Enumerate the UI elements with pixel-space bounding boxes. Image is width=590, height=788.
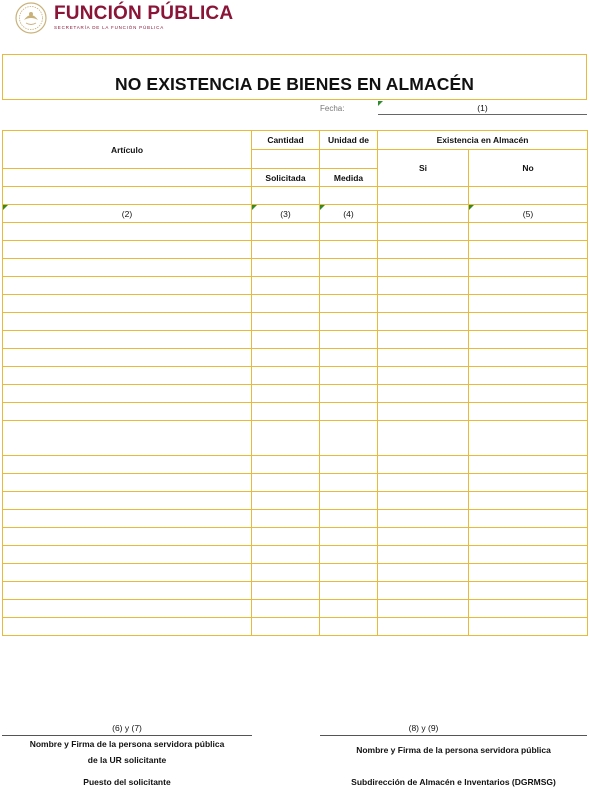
form-title-box <box>2 54 587 100</box>
cell-unidad[interactable] <box>320 385 378 403</box>
cell-cantidad[interactable] <box>252 510 320 528</box>
cell-cantidad[interactable] <box>252 385 320 403</box>
marker-cantidad-label: (3) <box>280 208 291 219</box>
cell-articulo[interactable] <box>3 223 252 241</box>
cell-no[interactable] <box>469 600 588 618</box>
header-articulo-label: Artículo <box>110 144 144 155</box>
cell-unidad[interactable] <box>320 510 378 528</box>
cell-articulo[interactable] <box>3 600 252 618</box>
cell-no[interactable] <box>469 474 588 492</box>
cell-unidad[interactable] <box>320 241 378 259</box>
left-signature-name-line2: de la UR solicitante <box>87 755 167 765</box>
table-row <box>3 582 588 600</box>
cell-no[interactable] <box>469 528 588 546</box>
cell-articulo[interactable] <box>3 241 252 259</box>
cell-cantidad[interactable] <box>252 349 320 367</box>
table-row <box>3 277 588 295</box>
marker-articulo[interactable] <box>3 205 252 223</box>
cell-articulo[interactable] <box>3 456 252 474</box>
cell-unidad[interactable] <box>320 618 378 636</box>
cell-unidad[interactable] <box>320 295 378 313</box>
table-row <box>3 349 588 367</box>
cell-articulo[interactable] <box>3 492 252 510</box>
table-row <box>3 241 588 259</box>
cell-articulo[interactable] <box>3 277 252 295</box>
cell-unidad[interactable] <box>320 223 378 241</box>
cell-articulo[interactable] <box>3 349 252 367</box>
cell-si[interactable] <box>378 474 469 492</box>
cell-si[interactable] <box>378 331 469 349</box>
cell-cantidad[interactable] <box>252 600 320 618</box>
cell-cantidad[interactable] <box>252 367 320 385</box>
cell-si[interactable] <box>378 295 469 313</box>
cell-cantidad[interactable] <box>252 277 320 295</box>
table-row <box>3 385 588 403</box>
header-si: Si <box>378 150 469 187</box>
cell-articulo[interactable] <box>3 421 252 456</box>
header-cantidad-line1: Cantidad <box>252 131 320 150</box>
cell-no[interactable] <box>469 367 588 385</box>
right-signature-line <box>320 735 587 736</box>
cell-unidad[interactable] <box>320 259 378 277</box>
cell-cantidad[interactable] <box>252 582 320 600</box>
cell-no[interactable] <box>469 546 588 564</box>
marker-no-label: (5) <box>522 208 534 219</box>
header-cantidad-line2: Solicitada <box>252 169 320 187</box>
cell-articulo[interactable] <box>3 510 252 528</box>
cell-articulo[interactable] <box>3 313 252 331</box>
item-rows <box>3 223 588 636</box>
cell-no[interactable] <box>469 456 588 474</box>
cell-articulo[interactable] <box>3 385 252 403</box>
cell-cantidad[interactable] <box>252 474 320 492</box>
items-table <box>2 130 588 636</box>
cell-si[interactable] <box>378 223 469 241</box>
cell-articulo[interactable] <box>3 618 252 636</box>
cell-unidad[interactable] <box>320 600 378 618</box>
cell-cantidad[interactable] <box>252 331 320 349</box>
marker-si[interactable] <box>378 205 469 223</box>
cell-si[interactable] <box>378 600 469 618</box>
cell-no[interactable] <box>469 564 588 582</box>
cell-si[interactable] <box>378 277 469 295</box>
header-unidad-line2: Medida <box>320 169 378 187</box>
cell-cantidad[interactable] <box>252 564 320 582</box>
cell-articulo[interactable] <box>3 546 252 564</box>
table-row <box>3 421 588 456</box>
table-row <box>3 528 588 546</box>
cell-no[interactable] <box>469 510 588 528</box>
header-unidad-line1: Unidad de <box>320 131 378 150</box>
cell-si[interactable] <box>378 546 469 564</box>
table-row <box>3 564 588 582</box>
spacer-cell <box>252 187 320 205</box>
cell-articulo[interactable] <box>3 403 252 421</box>
cell-no[interactable] <box>469 295 588 313</box>
header-no: No <box>469 150 588 187</box>
table-row <box>3 259 588 277</box>
right-signature-position: Subdirección de Almacén e Inventarios (DGRMSG) <box>351 777 556 787</box>
cell-unidad[interactable] <box>320 474 378 492</box>
left-signature-line <box>2 735 252 736</box>
header-cantidad-spacer <box>252 150 320 169</box>
cell-articulo[interactable] <box>3 528 252 546</box>
form-title: NO EXISTENCIA DE BIENES EN ALMACÉN <box>115 74 474 94</box>
cell-articulo[interactable] <box>3 582 252 600</box>
cell-articulo[interactable] <box>3 367 252 385</box>
cell-cantidad[interactable] <box>252 421 320 456</box>
cell-si[interactable] <box>378 564 469 582</box>
cell-si[interactable] <box>378 492 469 510</box>
cell-si[interactable] <box>378 456 469 474</box>
cell-unidad[interactable] <box>320 492 378 510</box>
cell-no[interactable] <box>469 421 588 456</box>
header-articulo-bottom <box>3 169 252 187</box>
cell-si[interactable] <box>378 618 469 636</box>
cell-cantidad[interactable] <box>252 492 320 510</box>
cell-si[interactable] <box>378 313 469 331</box>
spacer-cell <box>3 187 252 205</box>
national-seal-icon <box>14 2 48 34</box>
table-row <box>3 223 588 241</box>
table-row <box>3 403 588 421</box>
cell-no[interactable] <box>469 313 588 331</box>
cell-comment-marker <box>3 205 8 210</box>
cell-articulo[interactable] <box>3 331 252 349</box>
cell-cantidad[interactable] <box>252 546 320 564</box>
left-signature-name-line1: Nombre y Firma de la persona servidora pública <box>29 739 225 749</box>
cell-comment-marker <box>469 205 474 210</box>
cell-unidad[interactable] <box>320 403 378 421</box>
cell-no[interactable] <box>469 492 588 510</box>
table-row <box>3 367 588 385</box>
cell-cantidad[interactable] <box>252 223 320 241</box>
brand-name: FUNCIÓN PÚBLICA <box>54 3 234 24</box>
cell-si[interactable] <box>378 259 469 277</box>
cell-cantidad[interactable] <box>252 618 320 636</box>
cell-unidad[interactable] <box>320 421 378 456</box>
cell-si[interactable] <box>378 421 469 456</box>
marker-articulo-label: (2) <box>121 208 133 219</box>
spacer-cell <box>469 187 588 205</box>
cell-no[interactable] <box>469 385 588 403</box>
brand-subtitle: SECRETARÍA DE LA FUNCIÓN PÚBLICA <box>54 25 165 30</box>
table-row <box>3 600 588 618</box>
cell-unidad[interactable] <box>320 313 378 331</box>
cell-unidad[interactable] <box>320 564 378 582</box>
header-articulo <box>3 131 252 169</box>
cell-unidad[interactable] <box>320 528 378 546</box>
cell-cantidad[interactable] <box>252 241 320 259</box>
cell-unidad[interactable] <box>320 582 378 600</box>
table-row <box>3 313 588 331</box>
cell-no[interactable] <box>469 277 588 295</box>
cell-articulo[interactable] <box>3 564 252 582</box>
cell-unidad[interactable] <box>320 456 378 474</box>
cell-no[interactable] <box>469 349 588 367</box>
cell-articulo[interactable] <box>3 259 252 277</box>
cell-si[interactable] <box>378 385 469 403</box>
table-row <box>3 510 588 528</box>
cell-no[interactable] <box>469 403 588 421</box>
date-field[interactable]: (1) <box>378 101 587 115</box>
cell-articulo[interactable] <box>3 295 252 313</box>
left-signature-position: Puesto del solicitante <box>83 777 171 787</box>
spacer-cell <box>378 187 469 205</box>
date-label: Fecha: <box>320 104 345 113</box>
marker-unidad[interactable] <box>320 205 378 223</box>
header-unidad-spacer <box>320 150 378 169</box>
cell-cantidad[interactable] <box>252 528 320 546</box>
cell-unidad[interactable] <box>320 277 378 295</box>
cell-si[interactable] <box>378 367 469 385</box>
cell-no[interactable] <box>469 582 588 600</box>
cell-si[interactable] <box>378 241 469 259</box>
cell-cantidad[interactable] <box>252 403 320 421</box>
cell-comment-marker <box>252 205 257 210</box>
right-signature-ref: (8) y (9) <box>408 723 439 733</box>
cell-no[interactable] <box>469 618 588 636</box>
spacer-cell <box>320 187 378 205</box>
table-row <box>3 492 588 510</box>
marker-row <box>3 205 588 223</box>
cell-no[interactable] <box>469 259 588 277</box>
marker-unidad-label: (4) <box>343 208 354 219</box>
marker-no[interactable] <box>469 205 588 223</box>
marker-cantidad[interactable] <box>252 205 320 223</box>
table-row <box>3 474 588 492</box>
table-row <box>3 456 588 474</box>
header-existencia: Existencia en Almacén <box>378 131 588 150</box>
cell-unidad[interactable] <box>320 331 378 349</box>
table-row <box>3 295 588 313</box>
cell-si[interactable] <box>378 349 469 367</box>
cell-cantidad[interactable] <box>252 295 320 313</box>
cell-no[interactable] <box>469 223 588 241</box>
table-row <box>3 618 588 636</box>
table-row <box>3 546 588 564</box>
cell-si[interactable] <box>378 528 469 546</box>
cell-unidad[interactable] <box>320 546 378 564</box>
page-header <box>14 0 314 36</box>
left-signature-ref: (6) y (7) <box>112 723 142 733</box>
cell-cantidad[interactable] <box>252 259 320 277</box>
cell-unidad[interactable] <box>320 349 378 367</box>
cell-si[interactable] <box>378 510 469 528</box>
cell-si[interactable] <box>378 403 469 421</box>
cell-unidad[interactable] <box>320 367 378 385</box>
cell-comment-marker <box>320 205 325 210</box>
table-row <box>3 331 588 349</box>
cell-cantidad[interactable] <box>252 456 320 474</box>
cell-si[interactable] <box>378 582 469 600</box>
cell-no[interactable] <box>469 331 588 349</box>
cell-articulo[interactable] <box>3 474 252 492</box>
right-signature-name-line1: Nombre y Firma de la persona servidora pública <box>356 745 551 755</box>
cell-cantidad[interactable] <box>252 313 320 331</box>
cell-no[interactable] <box>469 241 588 259</box>
